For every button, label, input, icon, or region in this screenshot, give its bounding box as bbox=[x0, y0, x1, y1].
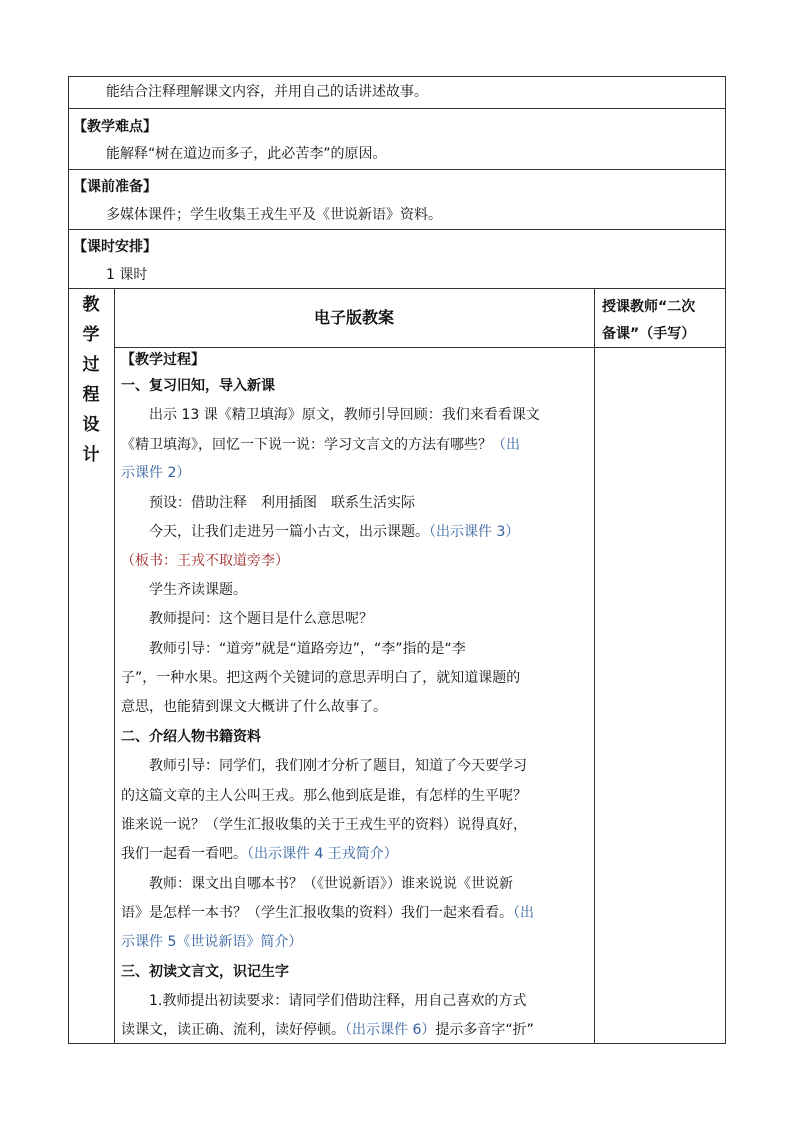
preparation-heading: 【课前准备】 bbox=[73, 179, 157, 195]
paragraph-line: 学生齐读课题。 bbox=[149, 582, 247, 598]
table-left-border bbox=[68, 76, 69, 1044]
section-2-title: 二、介绍人物书籍资料 bbox=[121, 729, 261, 745]
row-divider bbox=[68, 288, 726, 289]
paragraph-text: 提示多音字“折” bbox=[435, 1022, 534, 1038]
side-char: 学 bbox=[82, 325, 100, 345]
difficulty-text: 能解释“树在道边而多子，此必苦李”的原因。 bbox=[106, 146, 387, 162]
table-top-border bbox=[68, 76, 726, 77]
courseware-note: 示课件 2） bbox=[121, 465, 191, 481]
main-column-header: 电子版教案 bbox=[313, 308, 394, 327]
side-label bbox=[68, 290, 114, 470]
side-char: 设 bbox=[82, 415, 100, 435]
courseware-note: （出示课件 3） bbox=[429, 524, 520, 540]
paragraph-text: 读课文，读正确、流利，读好停顿。 bbox=[121, 1022, 345, 1038]
paragraph-line bbox=[121, 435, 520, 455]
courseware-note: （出示课件 4 王戎简介） bbox=[247, 846, 398, 862]
side-char: 计 bbox=[82, 445, 100, 465]
paragraph-line bbox=[121, 844, 398, 864]
paragraph-line bbox=[149, 522, 519, 542]
row-divider bbox=[68, 108, 726, 109]
paragraph-line: 出示 13 课《精卫填海》原文，教师引导回顾：我们来看看课文 bbox=[149, 407, 540, 423]
paragraph-text: 我们一起看一看吧。 bbox=[121, 846, 247, 862]
courseware-note: 示课件 5《世说新语》简介） bbox=[121, 934, 303, 950]
paragraph-line: 1.教师提出初读要求：请同学们借助注释，用自己喜欢的方式 bbox=[149, 993, 527, 1009]
paragraph-line bbox=[121, 903, 534, 923]
section-1-title: 一、复习旧知，导入新课 bbox=[121, 378, 275, 394]
side-char: 过 bbox=[82, 355, 100, 375]
notes-column-header-line1: 授课教师“二次 bbox=[602, 299, 696, 315]
section-3-title: 三、初读文言文，识记生字 bbox=[121, 964, 289, 980]
table-right-border bbox=[725, 76, 726, 1044]
preparation-text: 多媒体课件；学生收集王戎生平及《世说新语》资料。 bbox=[106, 207, 442, 223]
paragraph-line bbox=[121, 1020, 534, 1040]
paragraph-text: 今天，让我们走进另一篇小古文，出示课题。 bbox=[149, 524, 429, 540]
paragraph-line: 教师引导：同学们，我们刚才分析了题目，知道了今天要学习 bbox=[149, 758, 527, 774]
table-bottom-border bbox=[68, 1043, 726, 1044]
courseware-note: （出 bbox=[513, 905, 534, 921]
notes-column-header-line2: 备课”（手写） bbox=[602, 326, 696, 342]
row-divider bbox=[68, 229, 726, 230]
schedule-text: 1 课时 bbox=[106, 267, 148, 283]
paragraph-text: 语》是怎样一本书？（学生汇报收集的资料）我们一起来看看。 bbox=[121, 905, 513, 921]
header-divider bbox=[114, 347, 726, 348]
schedule-heading: 【课时安排】 bbox=[73, 239, 157, 255]
row-divider bbox=[68, 169, 726, 170]
paragraph-line: 预设：借助注释 利用插图 联系生活实际 bbox=[149, 495, 415, 511]
paragraph-text: 《精卫填海》，回忆一下说一说：学习文言文的方法有哪些？ bbox=[121, 437, 492, 453]
objective-text: 能结合注释理解课文内容，并用自己的话讲述故事。 bbox=[106, 84, 428, 100]
side-char: 程 bbox=[82, 385, 100, 405]
courseware-note: （出 bbox=[492, 437, 520, 453]
difficulty-heading: 【教学难点】 bbox=[73, 119, 157, 135]
paragraph-line: 意思，也能猜到课文大概讲了什么故事了。 bbox=[121, 699, 387, 715]
side-column-divider bbox=[114, 288, 115, 1044]
paragraph-line: 教师引导：“道旁”就是“道路旁边”，“李”指的是“李 bbox=[149, 641, 466, 657]
side-char: 教 bbox=[82, 295, 100, 315]
board-writing-note: （板书：王戎不取道旁李） bbox=[121, 553, 289, 569]
courseware-note: （出示课件 6） bbox=[345, 1022, 436, 1038]
process-heading: 【教学过程】 bbox=[121, 352, 205, 368]
paragraph-line: 谁来说一说？（学生汇报收集的关于王戎生平的资料）说得真好， bbox=[121, 817, 527, 833]
paragraph-line: 教师提问：这个题目是什么意思呢？ bbox=[149, 611, 373, 627]
paragraph-line: 子”，一种水果。把这两个关键词的意思弄明白了，就知道课题的 bbox=[121, 670, 521, 686]
paragraph-line: 的这篇文章的主人公叫王戎。那么他到底是谁，有怎样的生平呢？ bbox=[121, 788, 527, 804]
notes-column-divider bbox=[594, 288, 595, 1044]
paragraph-line: 教师：课文出自哪本书？（《世说新语》）谁来说说《世说新 bbox=[149, 876, 513, 892]
